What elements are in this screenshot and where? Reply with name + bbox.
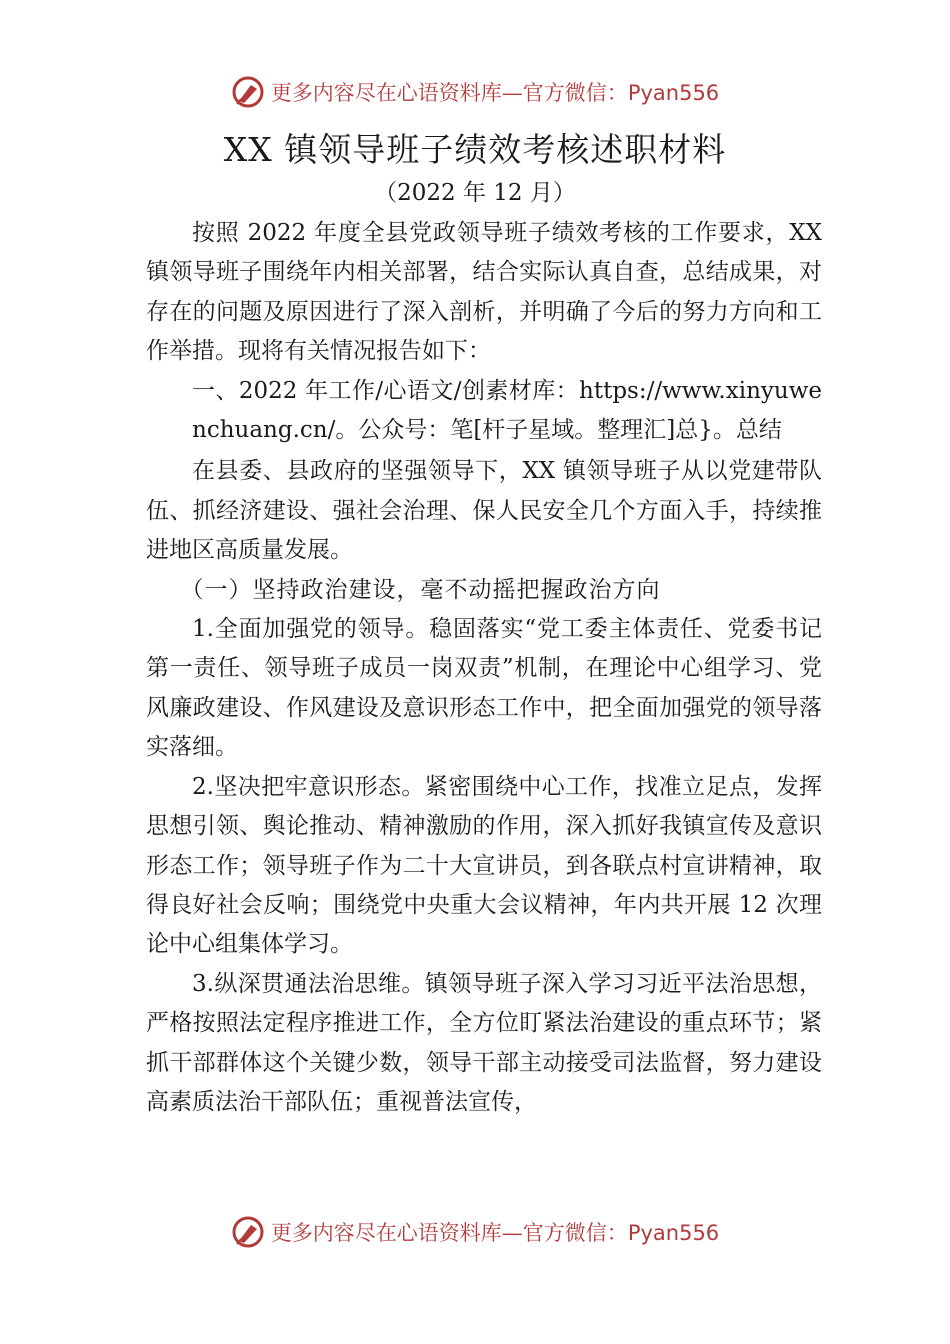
body-paragraph: 在县委、县政府的坚强领导下，XX 镇领导班子从以党建带队伍、抓经济建设、强社会治理、保人民安全几个方面入手，持续推进地区高质量发展。 [146,458,822,564]
header-banner [0,72,950,112]
section-heading-1: 一、2022 年工作/心语文/创素材库：https://www.xinyuwenchuang.cn/。公众号：笔[杆子星域。整理汇]总}。总结 [192,377,822,444]
body-paragraph: 1.全面加强党的领导。稳固落实“党工委主体责任、党委书记第一责任、领导班子成员一岗双责”机制，在理论中心组学习、党风廉政建设、作风建设及意识形态工作中，把全面加强党的领导落实落细。 [146,616,822,761]
banner-text: 更多内容尽在心语资料库—官方微信：Pyan556 [270,81,720,105]
wechat-id: Pyan556 [627,1221,720,1245]
document-title: XX 镇领导班子绩效考核述职材料 [223,130,727,169]
body-paragraph: 3.纵深贯通法治思维。镇领导班子深入学习习近平法治思想，严格按照法定程序推进工作，全方位盯紧法治建设的重点环节；紧抓干部群体这个关键少数，领导干部主动接受司法监督，努力建设高素质法治干部队伍；重视普法宣传， [146,970,822,1115]
banner-text: 更多内容尽在心语资料库—官方微信：Pyan556 [270,1221,720,1245]
subsection-heading-1: （一）坚持政治建设，毫不动摇把握政治方向 [180,576,661,603]
document-body [146,214,822,1122]
footer-banner [0,1212,950,1252]
body-paragraph: 2.坚决把牢意识形态。紧密围绕中心工作，找准立足点，发挥思想引领、舆论推动、精神激励的作用，深入抓好我镇宣传及意识形态工作；领导班子作为二十大宣讲员，到各联点村宣讲精神，取得良好社会反响；围绕党中央重大会议精神，年内共开展 12 次理论中心组集体学习。 [146,773,822,958]
document-date: （2022 年 12 月） [374,180,576,206]
pen-nib-logo-icon [231,1215,265,1249]
wechat-id: Pyan556 [627,81,720,105]
intro-paragraph: 按照 2022 年度全县党政领导班子绩效考核的工作要求，XX 镇领导班子围绕年内相关部署，结合实际认真自查，总结成果，对存在的问题及原因进行了深入剖析，并明确了今后的努力方向和工作举措。现将有关情况报告如下： [146,220,822,365]
pen-nib-logo-icon [231,75,265,109]
